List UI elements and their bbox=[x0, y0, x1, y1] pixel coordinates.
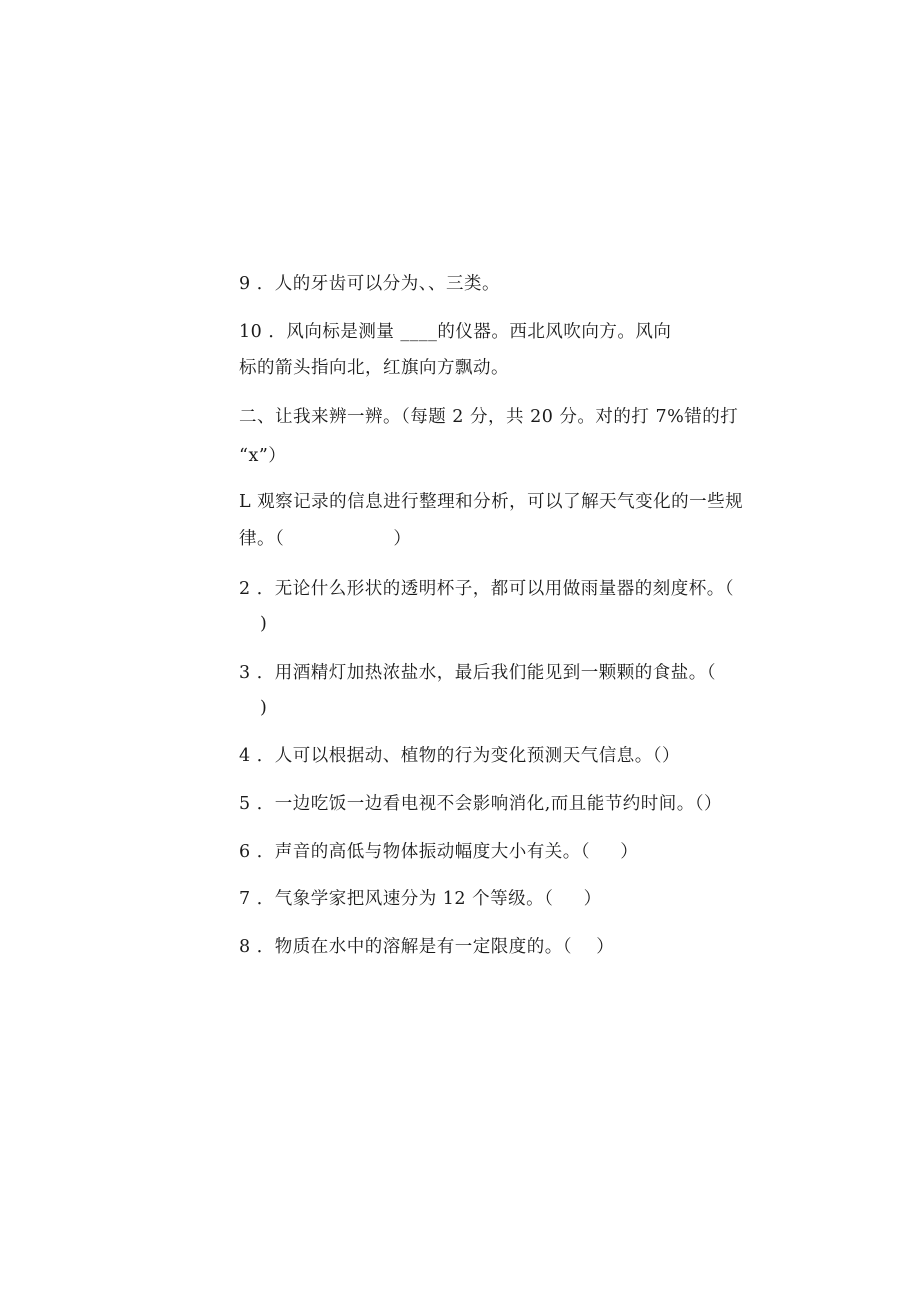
tf-question-5: 5 ．一边吃饭一边看电视不会影响消化,而且能节约时间。（） bbox=[239, 794, 723, 814]
question-10-line-2: 标的箭头指向北，红旗向方飘动。 bbox=[239, 358, 509, 378]
tf-question-2-line-1: 2 ．无论什么形状的透明杯子，都可以用做雨量器的刻度杯。（ bbox=[239, 579, 734, 599]
tf-question-7: 7 ．气象学家把风速分为 12 个等级。（ ） bbox=[239, 889, 602, 909]
tf-question-4: 4 ．人可以根据动、植物的行为变化预测天气信息。（） bbox=[239, 746, 680, 766]
section-2-heading-line-2: “x”） bbox=[239, 446, 287, 466]
tf-question-3-line-1: 3 ．用酒精灯加热浓盐水，最后我们能见到一颗颗的食盐。（ bbox=[239, 663, 716, 683]
tf-question-1-line-2: 律。（ ） bbox=[239, 529, 412, 549]
question-9: 9 ．人的牙齿可以分为、、三类。 bbox=[239, 274, 500, 294]
question-10-line-1: 10 ．风向标是测量 ____的仪器。西北风吹向方。风向 bbox=[239, 322, 672, 342]
tf-question-2-line-2: ) bbox=[260, 614, 268, 634]
tf-question-6: 6 ．声音的高低与物体振动幅度大小有关。（ ） bbox=[239, 842, 639, 862]
tf-question-8: 8 ．物质在水中的溶解是有一定限度的。（ ） bbox=[239, 937, 615, 957]
section-2-heading-line-1: 二、让我来辨一辨。（每题 2 分，共 20 分。对的打 7%错的打 bbox=[239, 407, 739, 427]
tf-question-1-line-1: L 观察记录的信息进行整理和分析，可以了解天气变化的一些规 bbox=[239, 492, 744, 512]
tf-question-3-line-2: ) bbox=[260, 698, 268, 718]
